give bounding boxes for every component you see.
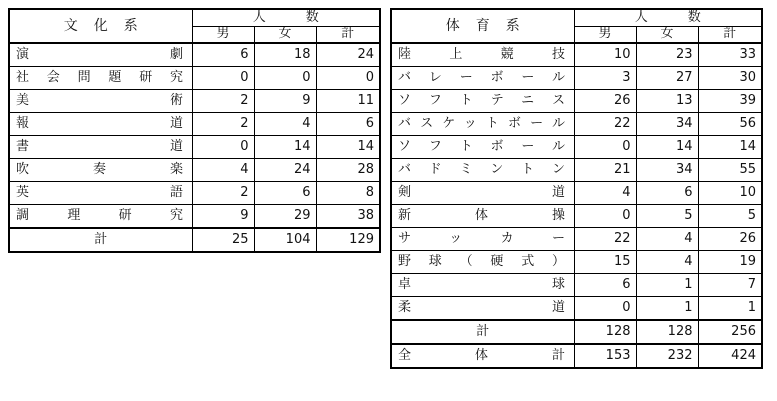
sports-body bbox=[391, 43, 762, 320]
grand-total-total: 424 bbox=[698, 344, 762, 368]
male-count: 2 bbox=[192, 182, 254, 205]
male-count: 4 bbox=[192, 159, 254, 182]
table-row bbox=[391, 159, 762, 182]
club-name bbox=[391, 113, 574, 136]
club-name-text: 陸上競技 bbox=[398, 47, 566, 62]
total-count: 56 bbox=[698, 113, 762, 136]
female-count: 6 bbox=[254, 182, 316, 205]
sports-sum-male: 128 bbox=[574, 320, 636, 344]
club-name bbox=[391, 43, 574, 67]
grand-total-label-text: 全体計 bbox=[398, 348, 566, 363]
club-name-text: 美術 bbox=[16, 93, 184, 108]
total-count: 33 bbox=[698, 43, 762, 67]
table-row bbox=[391, 228, 762, 251]
male-count: 6 bbox=[574, 274, 636, 297]
club-name-text: 新体操 bbox=[398, 208, 566, 223]
female-count: 1 bbox=[636, 297, 698, 321]
club-name bbox=[9, 67, 192, 90]
club-name-text: 野球（硬式） bbox=[398, 254, 566, 269]
male-count: 10 bbox=[574, 43, 636, 67]
table-row bbox=[391, 113, 762, 136]
culture-club-table bbox=[8, 8, 381, 253]
male-count: 0 bbox=[574, 136, 636, 159]
club-name bbox=[391, 274, 574, 297]
club-name bbox=[391, 228, 574, 251]
club-name bbox=[9, 113, 192, 136]
female-count: 18 bbox=[254, 43, 316, 67]
female-count: 0 bbox=[254, 67, 316, 90]
total-count: 6 bbox=[316, 113, 380, 136]
sports-sum-label: 計 bbox=[391, 320, 574, 344]
male-count: 15 bbox=[574, 251, 636, 274]
culture-sum-total: 129 bbox=[316, 228, 380, 252]
male-count: 6 bbox=[192, 43, 254, 67]
club-name-text: 剣道 bbox=[398, 185, 566, 200]
club-name bbox=[391, 297, 574, 321]
female-count: 13 bbox=[636, 90, 698, 113]
club-name-text: 柔道 bbox=[398, 300, 566, 315]
female-count: 5 bbox=[636, 205, 698, 228]
club-name bbox=[391, 67, 574, 90]
table-row bbox=[9, 43, 380, 67]
sports-sum-row bbox=[391, 320, 762, 344]
total-count: 30 bbox=[698, 67, 762, 90]
table-row bbox=[391, 43, 762, 67]
female-count: 6 bbox=[636, 182, 698, 205]
sports-total-header: 計 bbox=[698, 26, 762, 43]
club-name-text: 演劇 bbox=[16, 47, 184, 62]
grand-total-male: 153 bbox=[574, 344, 636, 368]
male-count: 0 bbox=[574, 297, 636, 321]
culture-sum-female: 104 bbox=[254, 228, 316, 252]
culture-body bbox=[9, 43, 380, 228]
club-name-text: ソフトボール bbox=[398, 139, 566, 154]
total-count: 7 bbox=[698, 274, 762, 297]
total-count: 28 bbox=[316, 159, 380, 182]
club-name bbox=[391, 159, 574, 182]
female-count: 24 bbox=[254, 159, 316, 182]
male-count: 9 bbox=[192, 205, 254, 229]
table-row bbox=[391, 136, 762, 159]
culture-sum-row bbox=[9, 228, 380, 252]
total-count: 11 bbox=[316, 90, 380, 113]
table-row bbox=[9, 113, 380, 136]
club-name-text: 書道 bbox=[16, 139, 184, 154]
table-row bbox=[9, 159, 380, 182]
total-count: 19 bbox=[698, 251, 762, 274]
culture-male-header: 男 bbox=[192, 26, 254, 43]
grand-total-label bbox=[391, 344, 574, 368]
table-row bbox=[9, 205, 380, 229]
sports-club-table bbox=[390, 8, 763, 369]
club-name bbox=[9, 159, 192, 182]
total-count: 55 bbox=[698, 159, 762, 182]
club-name bbox=[9, 43, 192, 67]
female-count: 34 bbox=[636, 159, 698, 182]
total-count: 14 bbox=[698, 136, 762, 159]
sports-male-header: 男 bbox=[574, 26, 636, 43]
club-name-text: 社会問題研究 bbox=[16, 70, 184, 85]
club-name-text: バスケットボール bbox=[398, 116, 566, 131]
sports-sum-total: 256 bbox=[698, 320, 762, 344]
table-row bbox=[391, 274, 762, 297]
club-name-text: サッカー bbox=[398, 231, 566, 246]
table-row bbox=[9, 90, 380, 113]
culture-header-row-1 bbox=[9, 9, 380, 26]
sports-header-row-1 bbox=[391, 9, 762, 26]
female-count: 4 bbox=[254, 113, 316, 136]
female-count: 27 bbox=[636, 67, 698, 90]
male-count: 4 bbox=[574, 182, 636, 205]
table-row bbox=[391, 182, 762, 205]
total-count: 5 bbox=[698, 205, 762, 228]
sports-people-header: 人数 bbox=[574, 9, 762, 26]
sports-header: 体育系 bbox=[391, 9, 574, 43]
sports-sum-female: 128 bbox=[636, 320, 698, 344]
female-count: 23 bbox=[636, 43, 698, 67]
sports-female-header: 女 bbox=[636, 26, 698, 43]
male-count: 2 bbox=[192, 113, 254, 136]
female-count: 34 bbox=[636, 113, 698, 136]
female-count: 4 bbox=[636, 228, 698, 251]
male-count: 0 bbox=[574, 205, 636, 228]
female-count: 14 bbox=[636, 136, 698, 159]
table-row bbox=[9, 136, 380, 159]
culture-sum-male: 25 bbox=[192, 228, 254, 252]
male-count: 0 bbox=[192, 136, 254, 159]
club-name bbox=[391, 90, 574, 113]
club-name-text: 調理研究 bbox=[16, 208, 184, 223]
total-count: 24 bbox=[316, 43, 380, 67]
club-name-text: 英語 bbox=[16, 185, 184, 200]
culture-female-header: 女 bbox=[254, 26, 316, 43]
club-name bbox=[391, 205, 574, 228]
culture-sum-label: 計 bbox=[9, 228, 192, 252]
culture-header: 文化系 bbox=[9, 9, 192, 43]
club-name bbox=[9, 182, 192, 205]
male-count: 21 bbox=[574, 159, 636, 182]
male-count: 22 bbox=[574, 113, 636, 136]
club-name-text: バレーボール bbox=[398, 70, 566, 85]
club-name bbox=[391, 182, 574, 205]
total-count: 1 bbox=[698, 297, 762, 321]
culture-people-header: 人数 bbox=[192, 9, 380, 26]
club-name-text: 報道 bbox=[16, 116, 184, 131]
female-count: 4 bbox=[636, 251, 698, 274]
table-row bbox=[9, 67, 380, 90]
table-row bbox=[391, 90, 762, 113]
total-count: 26 bbox=[698, 228, 762, 251]
club-name-text: バドミントン bbox=[398, 162, 566, 177]
male-count: 22 bbox=[574, 228, 636, 251]
club-name bbox=[9, 205, 192, 229]
total-count: 39 bbox=[698, 90, 762, 113]
club-name bbox=[391, 251, 574, 274]
grand-total-female: 232 bbox=[636, 344, 698, 368]
table-row bbox=[391, 251, 762, 274]
male-count: 2 bbox=[192, 90, 254, 113]
club-name-text: 吹奏楽 bbox=[16, 162, 184, 177]
club-name-text: ソフトテニス bbox=[398, 93, 566, 108]
table-row bbox=[391, 205, 762, 228]
male-count: 26 bbox=[574, 90, 636, 113]
club-name bbox=[391, 136, 574, 159]
male-count: 0 bbox=[192, 67, 254, 90]
male-count: 3 bbox=[574, 67, 636, 90]
club-name-text: 卓球 bbox=[398, 277, 566, 292]
culture-total-header: 計 bbox=[316, 26, 380, 43]
female-count: 29 bbox=[254, 205, 316, 229]
table-row bbox=[391, 297, 762, 321]
female-count: 14 bbox=[254, 136, 316, 159]
club-name bbox=[9, 136, 192, 159]
total-count: 38 bbox=[316, 205, 380, 229]
table-row bbox=[391, 67, 762, 90]
total-count: 8 bbox=[316, 182, 380, 205]
club-name bbox=[9, 90, 192, 113]
total-count: 14 bbox=[316, 136, 380, 159]
total-count: 0 bbox=[316, 67, 380, 90]
total-count: 10 bbox=[698, 182, 762, 205]
female-count: 1 bbox=[636, 274, 698, 297]
female-count: 9 bbox=[254, 90, 316, 113]
grand-total-row bbox=[391, 344, 762, 368]
table-row bbox=[9, 182, 380, 205]
